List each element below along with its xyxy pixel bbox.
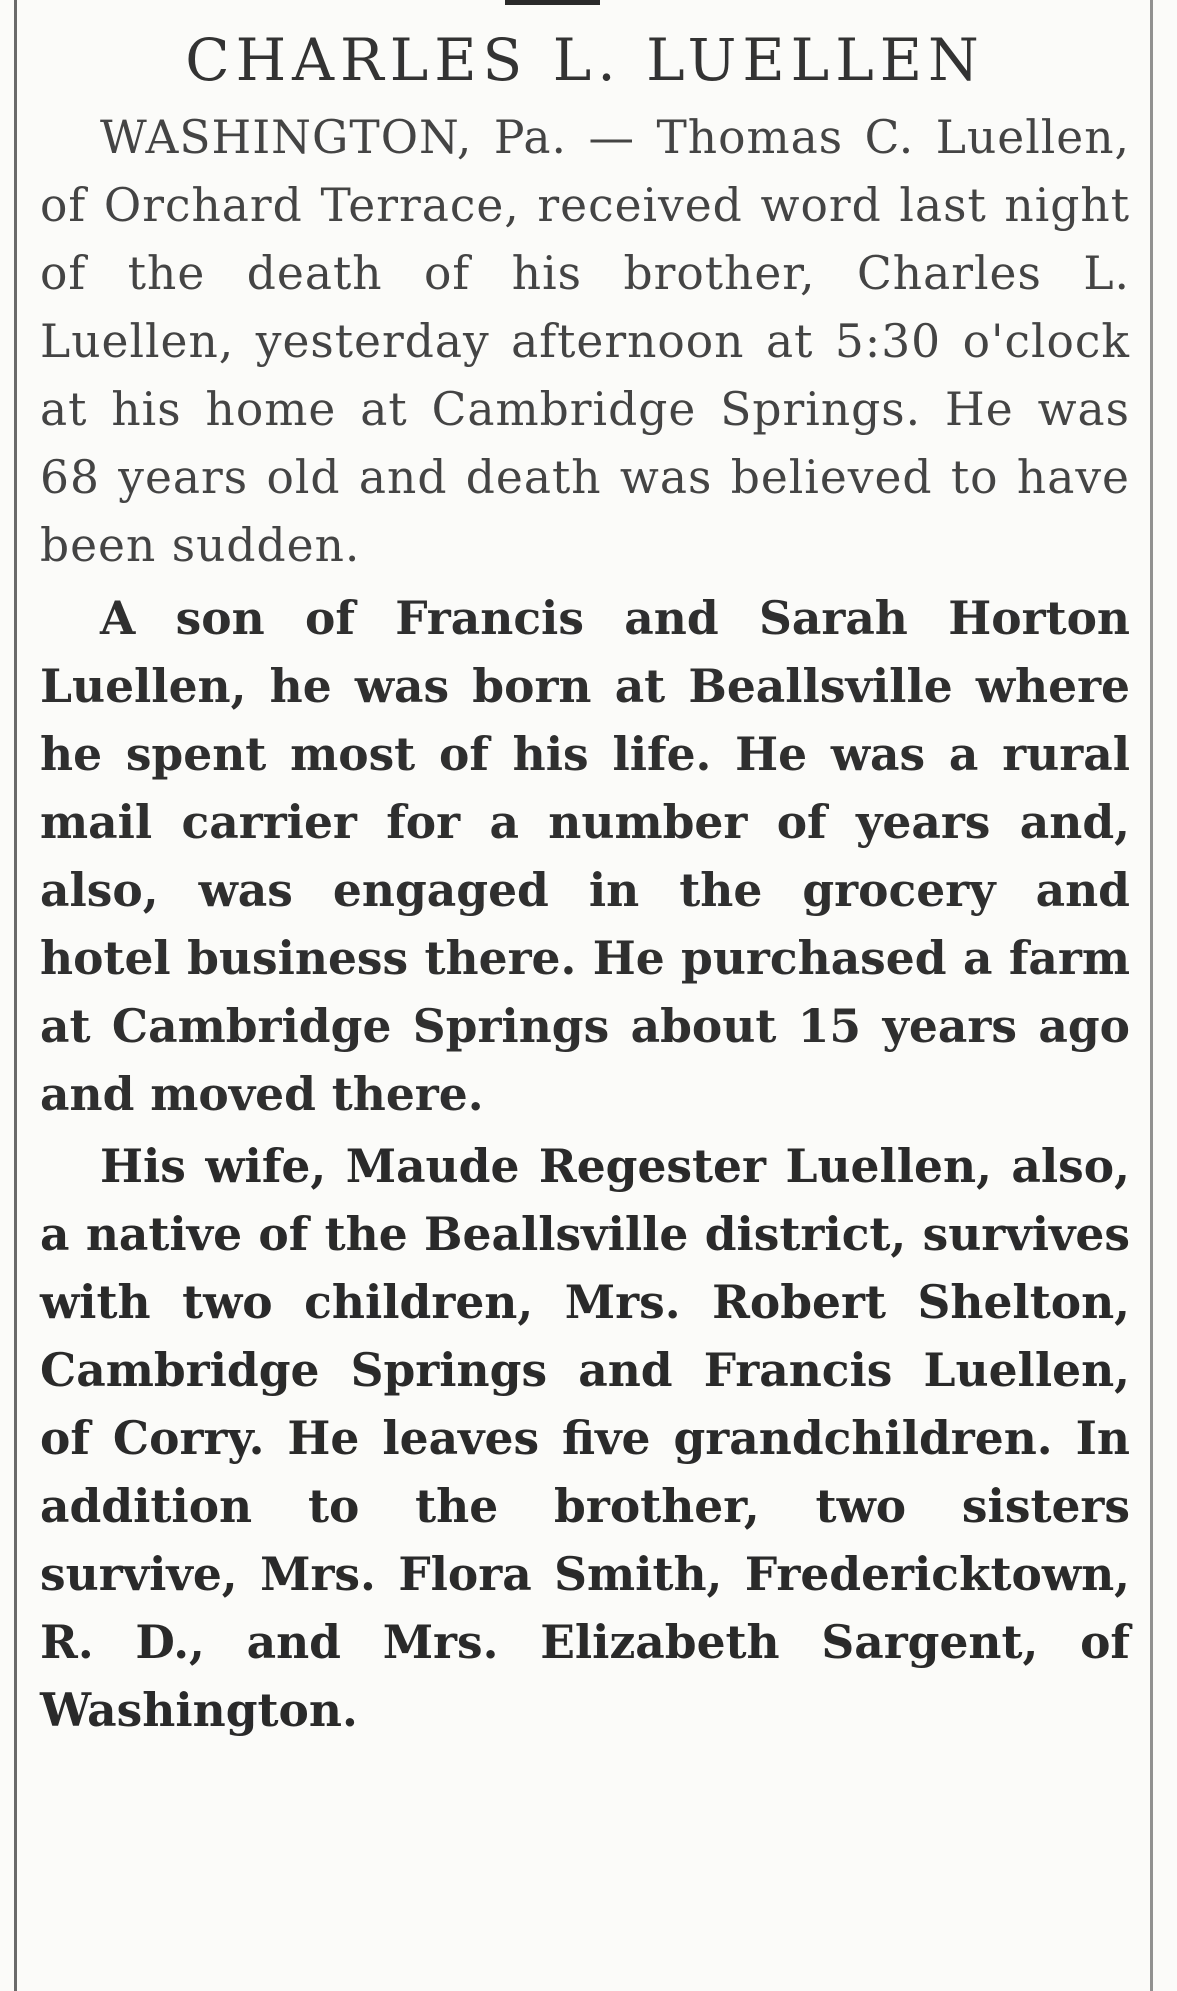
paragraph-2: A son of Francis and Sarah Horton Luellen, he was born at Beallsville where he spent most of his life. He was a rural mail carrier for a number of years and, also, was engaged in the grocery and hotel business there. He purchased a farm at Cambridge Springs about 15 years ago and moved there. [40,591,1130,1121]
left-column-rule [14,0,17,1991]
headline: CHARLES L. LUELLEN [185,26,985,94]
paragraph-3: His wife, Maude Regester Luellen, also, a native of the Beallsville district, survives with two children, Mrs. Robert Shelton, Cambridge Springs and Francis Luellen, of Corry. He leaves five grandchildren. In addition to the brother, two sisters survive, Mrs. Flora Smith, Fredericktown, R. D., and Mrs. Elizabeth Sargent, of Washington. [40,1139,1130,1737]
obituary-article [40,22,1130,1744]
column-top-rule [505,0,600,5]
right-column-rule [1150,0,1153,1991]
paragraph-1: WASHINGTON, Pa. — Thomas C. Luellen, of Orchard Terrace, received word last night of the death of his brother, Charles L. Luellen, yesterday afternoon at 5:30 o'clock at his home at Cambridge Springs. He was 68 years old and death was believed to have been sudden. [40,111,1130,572]
